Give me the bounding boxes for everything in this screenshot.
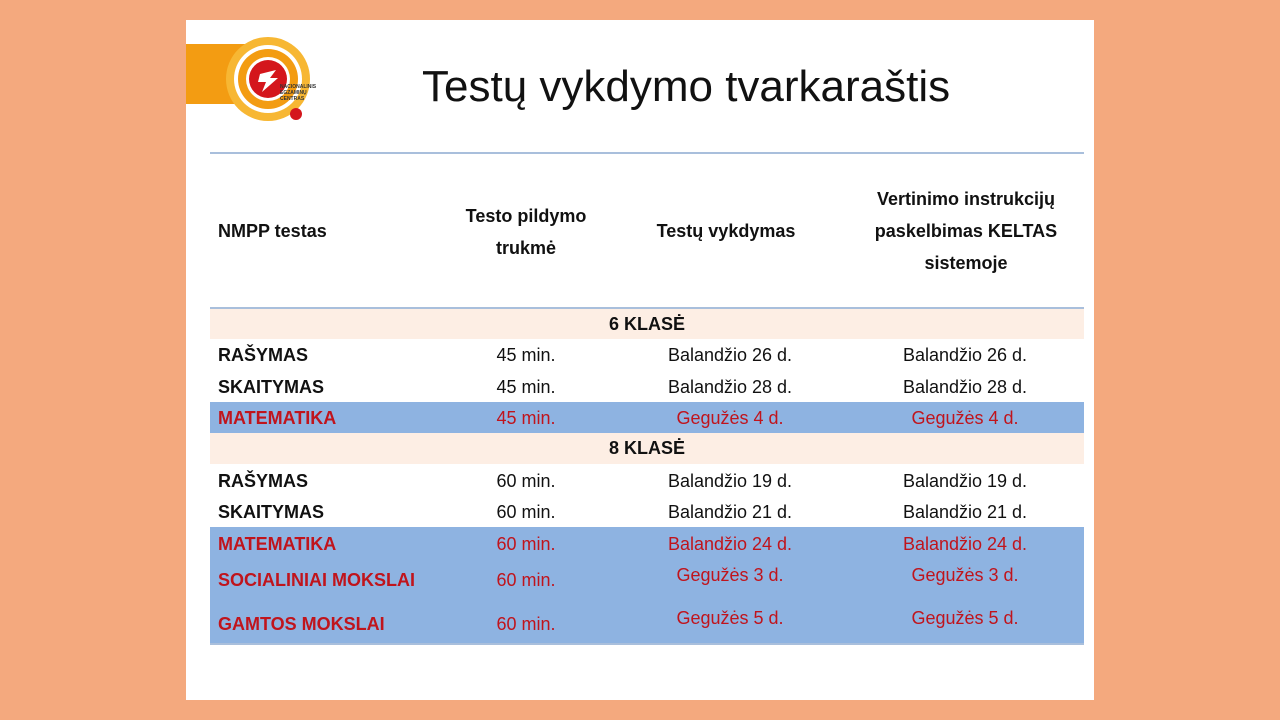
cell-duration: 60 min. (496, 502, 556, 522)
cell-duration: 45 min. (496, 345, 556, 365)
table-row (210, 608, 1084, 640)
cell-date: Gegužės 4 d. (676, 408, 784, 428)
cell-test: MATEMATIKA (218, 408, 337, 428)
cell-test: MATEMATIKA (218, 534, 337, 554)
cell-date: Balandžio 19 d. (667, 471, 793, 491)
table-row (210, 528, 1084, 560)
cell-publish: Balandžio 28 d. (902, 377, 1028, 397)
cell-publish: Gegužės 5 d. (911, 608, 1019, 628)
cell-duration: 60 min. (496, 570, 556, 590)
logo-emblem-icon (186, 34, 326, 124)
cell-test: RAŠYMAS (218, 345, 309, 365)
header-duration: Testo pildymo trukmė (465, 206, 587, 258)
logo-line-3: CENTRAS (280, 96, 305, 102)
cell-duration: 45 min. (496, 408, 556, 428)
cell-date: Balandžio 21 d. (667, 502, 793, 522)
cell-publish: Balandžio 26 d. (902, 345, 1028, 365)
table-row (210, 564, 1084, 596)
header-test: NMPP testas (218, 221, 327, 241)
cell-duration: 60 min. (496, 614, 556, 634)
cell-date: Gegužės 3 d. (676, 565, 784, 585)
cell-date: Balandžio 24 d. (667, 534, 793, 554)
cell-date: Balandžio 26 d. (667, 345, 793, 365)
cell-publish: Gegužės 4 d. (911, 408, 1019, 428)
cell-publish: Balandžio 21 d. (902, 502, 1028, 522)
cell-test: SOCIALINIAI MOKSLAI (218, 570, 415, 590)
cell-publish: Balandžio 19 d. (902, 471, 1028, 491)
table-top-rule (210, 152, 1084, 154)
logo (186, 34, 326, 124)
section-label-6: 6 KLASĖ (608, 314, 686, 334)
cell-test: GAMTOS MOKSLAI (218, 614, 385, 634)
cell-date: Balandžio 28 d. (667, 377, 793, 397)
cell-test: RAŠYMAS (218, 471, 309, 491)
table-row (210, 339, 1084, 371)
header-date: Testų vykdymas (656, 221, 796, 241)
logo-line-1: NACIONALINIS (280, 84, 317, 90)
cell-publish: Gegužės 3 d. (911, 565, 1019, 585)
cell-duration: 45 min. (496, 377, 556, 397)
logo-text (280, 84, 316, 102)
cell-publish: Balandžio 24 d. (902, 534, 1028, 554)
table-bottom-rule (210, 643, 1084, 645)
table-row (210, 465, 1084, 497)
cell-date: Gegužės 5 d. (676, 608, 784, 628)
table-row (210, 402, 1084, 434)
table-row (210, 371, 1084, 403)
header-publish: Vertinimo instrukcijų paskelbimas KELTAS sistemoje (874, 189, 1058, 273)
section-label-8: 8 KLASĖ (608, 438, 686, 458)
table-row (210, 496, 1084, 528)
cell-duration: 60 min. (496, 534, 556, 554)
logo-line-2: EGZAMINŲ (280, 90, 307, 96)
cell-test: SKAITYMAS (218, 377, 325, 397)
slide (186, 20, 1094, 700)
cell-duration: 60 min. (496, 471, 556, 491)
cell-test: SKAITYMAS (218, 502, 325, 522)
page-title: Testų vykdymo tvarkaraštis (422, 62, 951, 111)
